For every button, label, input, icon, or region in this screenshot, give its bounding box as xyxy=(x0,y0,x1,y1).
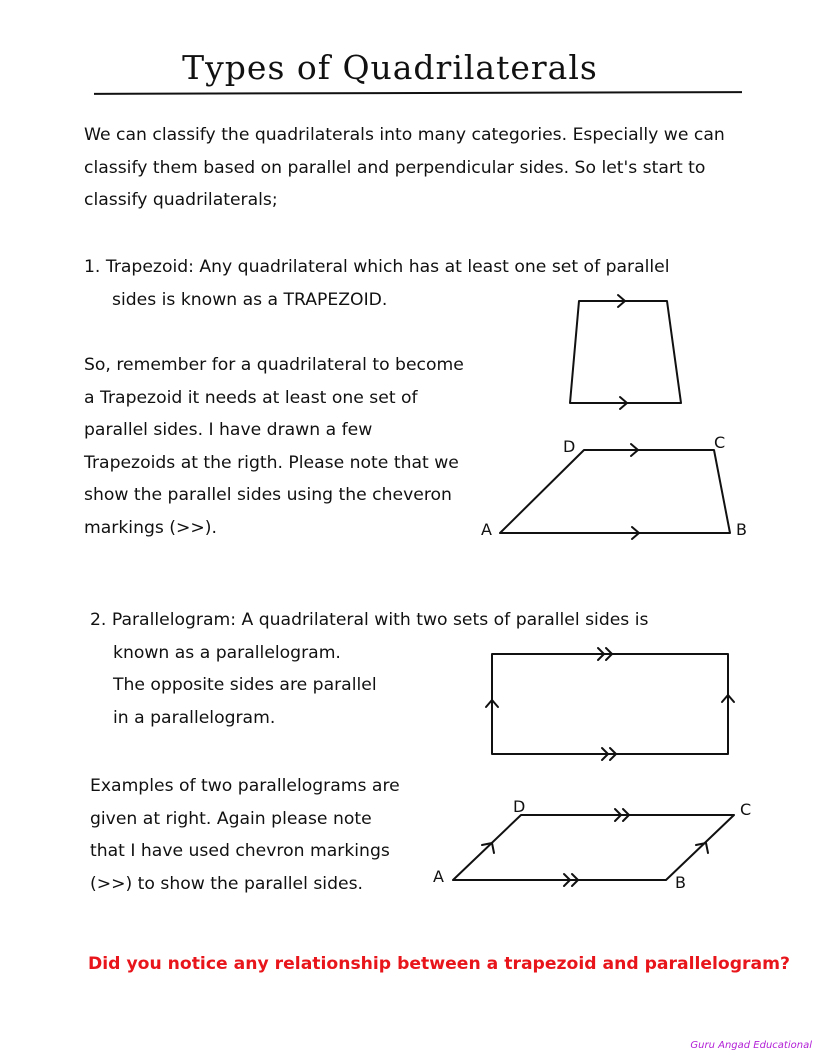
trapezoid-vertex-B: B xyxy=(736,520,747,539)
trapezoid-vertex-C: C xyxy=(714,433,726,452)
trapezoid-1-shape xyxy=(570,301,681,403)
parallelogram-slanted-shape xyxy=(453,815,734,880)
parallelogram-vertex-B: B xyxy=(675,873,686,892)
closing-question: Did you notice any relationship between a trapezoid and parallelogram? xyxy=(88,954,791,974)
parallelogram-definition-line4: in a parallelogram. xyxy=(113,707,276,728)
parallelogram-vertex-C: C xyxy=(740,800,752,819)
footer-credit: Guru Angad Educational xyxy=(690,1040,812,1051)
trapezoid-vertex-A: A xyxy=(481,520,492,539)
parallelogram-definition-line2: known as a parallelogram. xyxy=(113,642,341,663)
trapezoid-vertex-D: D xyxy=(563,437,576,456)
parallelogram-rectangle-shape xyxy=(492,654,728,754)
trapezoid-2-shape xyxy=(500,450,730,533)
parallelogram-definition-line1: 2. Parallelogram: A quadrilateral with two sets of parallel sides is xyxy=(90,610,649,630)
slanted-right-chevron xyxy=(696,843,708,853)
page-title: Types of Quadrilaterals xyxy=(182,48,598,87)
trapezoid-definition-line1: 1. Trapezoid: Any quadrilateral which has at least one set of parallel xyxy=(84,257,670,277)
parallelogram-vertex-A: A xyxy=(433,867,444,886)
parallelogram-definition-line3: The opposite sides are parallel xyxy=(113,675,377,696)
trapezoid-paragraph: So, remember for a quadrilateral to become a Trapezoid it needs at least one set of parallel sides. I have drawn a few Trapezoids at the rigth. Please note that we show the parallel sides using the cheveron markings (>>). xyxy=(84,355,464,538)
parallelogram-paragraph: Examples of two parallelograms are given at right. Again please note that I have used chevron markings (>>) to show the parallel sides. xyxy=(90,776,400,894)
parallelogram-vertex-D: D xyxy=(513,797,526,816)
intro-paragraph: We can classify the quadrilaterals into many categories. Especially we can classify them based on parallel and perpendicular sides. So let's start to classify quadrilaterals; xyxy=(84,125,725,211)
trapezoid-definition-line2: sides is known as a TRAPEZOID. xyxy=(112,289,388,310)
